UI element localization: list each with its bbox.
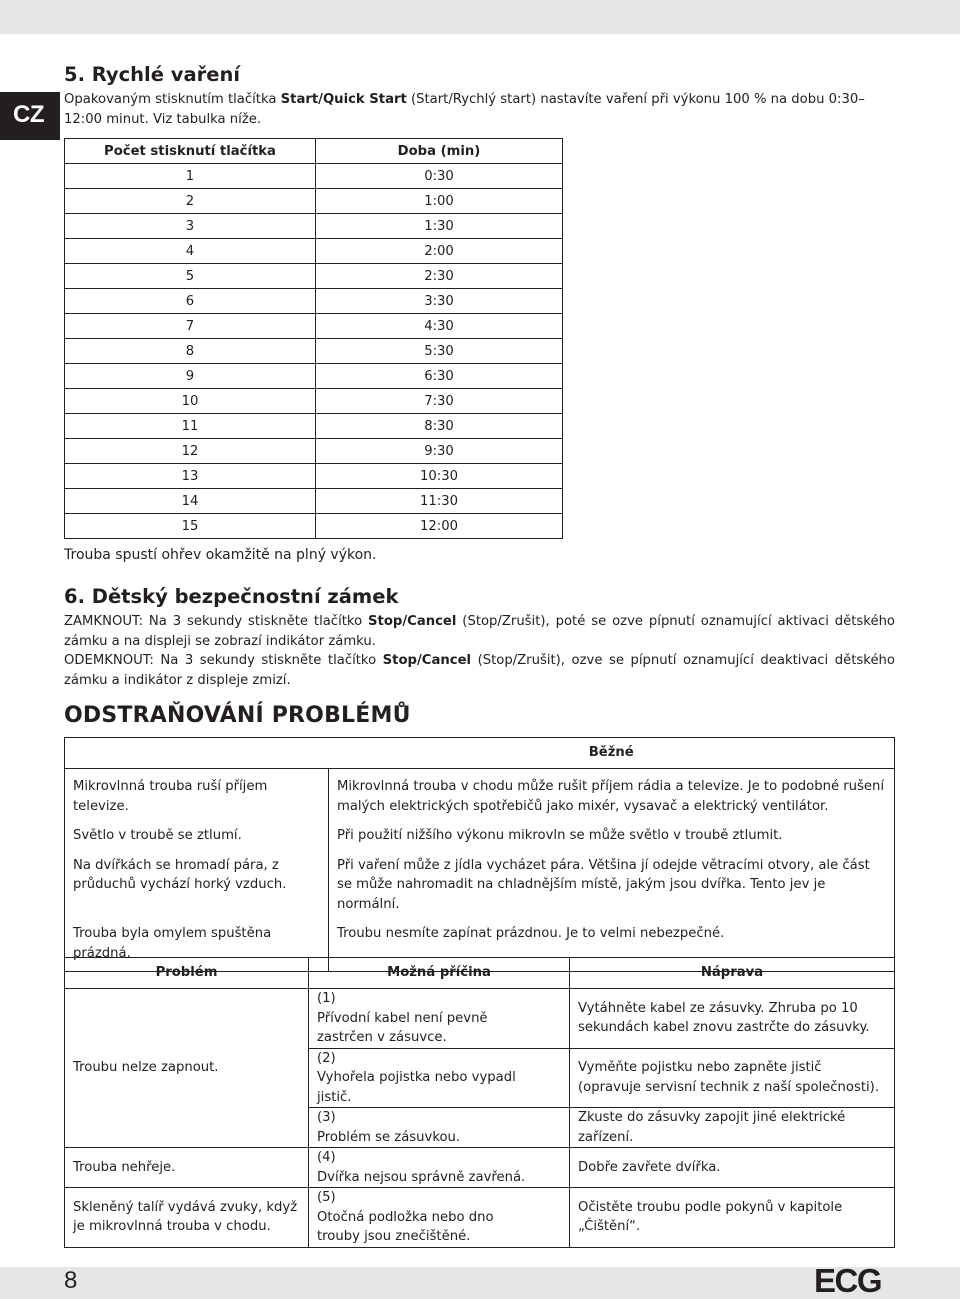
- duration-cell: 6:30: [316, 364, 563, 389]
- lock-paragraph: ZAMKNOUT: Na 3 sekundy stiskněte tlačítko Stop/Cancel (Stop/Zrušit), poté se ozve pípnutí oznamující aktivaci dětského zámku a na displeji se zobrazí indikátor zámku.: [64, 614, 895, 649]
- table-row: [65, 289, 563, 314]
- table-row: [65, 314, 563, 339]
- common-explanation: Při vaření může z jídla vycházet pára. Většina jí odejde větracími otvory, ale část se může nahromadit na chladnějším místě, jakým jsou dvířka. Tento jev je normální.: [337, 857, 870, 912]
- press-count-cell: 14: [65, 489, 316, 514]
- top-bar: [0, 0, 960, 34]
- press-count-cell: 15: [65, 514, 316, 539]
- table-row: [65, 439, 563, 464]
- fix-cell: Zkuste do zásuvky zapojit jiné elektrické zařízení.: [570, 1108, 895, 1148]
- duration-cell: 4:30: [316, 314, 563, 339]
- cause-cell: (2)Vyhořela pojistka nebo vypadl jistič.: [309, 1048, 570, 1108]
- duration-cell: 3:30: [316, 289, 563, 314]
- duration-cell: 2:30: [316, 264, 563, 289]
- press-count-cell: 9: [65, 364, 316, 389]
- table-row: [65, 769, 895, 817]
- press-count-cell: 1: [65, 164, 316, 189]
- duration-cell: 10:30: [316, 464, 563, 489]
- duration-cell: 12:00: [316, 514, 563, 539]
- problem-cell: Skleněný talíř vydává zvuky, když je mikrovlnná trouba v chodu.: [65, 1188, 309, 1248]
- brand-logo: ECG: [814, 1262, 882, 1299]
- press-count-cell: 3: [65, 214, 316, 239]
- duration-cell: 2:00: [316, 239, 563, 264]
- common-explanation: Při použití nižšího výkonu mikrovln se může světlo v troubě ztlumit.: [337, 828, 783, 843]
- table-row: [65, 189, 563, 214]
- full-power-note: Trouba spustí ohřev okamžitě na plný výkon.: [64, 547, 377, 563]
- table-header-row: [65, 738, 895, 769]
- page-number: 8: [64, 1267, 78, 1294]
- table-row: [65, 214, 563, 239]
- table-row: [65, 514, 563, 539]
- table-row: [65, 164, 563, 189]
- quick-start-table-body: [65, 164, 563, 539]
- table-row: [65, 464, 563, 489]
- fix-cell: Dobře zavřete dvířka.: [570, 1148, 895, 1188]
- language-label: CZ: [13, 101, 44, 128]
- table-row: [65, 1188, 895, 1248]
- table-row: [65, 264, 563, 289]
- duration-cell: 8:30: [316, 414, 563, 439]
- common-problem: Světlo v troubě se ztlumí.: [65, 816, 329, 846]
- table-row: [65, 489, 563, 514]
- table-row: [65, 364, 563, 389]
- problem-cell: Trouba nehřeje.: [65, 1148, 309, 1188]
- press-count-cell: 2: [65, 189, 316, 214]
- press-count-cell: 10: [65, 389, 316, 414]
- cause-cell: (4)Dvířka nejsou správně zavřená.: [309, 1148, 570, 1188]
- duration-cell: 1:30: [316, 214, 563, 239]
- duration-cell: 1:00: [316, 189, 563, 214]
- unlock-paragraph: ODEMKNOUT: Na 3 sekundy stiskněte tlačítko Stop/Cancel (Stop/Zrušit), ozve se pípnutí oznamující deaktivaci dětského zámku a indikátor z displeje zmizí.: [64, 653, 895, 688]
- table-row: [65, 1148, 895, 1188]
- column-header: Problém: [65, 958, 309, 989]
- table-row: [65, 989, 895, 1049]
- table-row: [65, 816, 895, 846]
- press-count-cell: 4: [65, 239, 316, 264]
- cause-cell: (5)Otočná podložka nebo dno trouby jsou znečištěné.: [309, 1188, 570, 1248]
- section-6-title: 6. Dětský bezpečnostní zámek: [64, 585, 399, 608]
- table-header-row: [65, 958, 895, 989]
- quick-start-table: [64, 138, 563, 539]
- fix-cell: Vytáhněte kabel ze zásuvky. Zhruba po 10 sekundách kabel znovu zastrčte do zásuvky.: [570, 989, 895, 1049]
- press-count-cell: 11: [65, 414, 316, 439]
- duration-cell: 7:30: [316, 389, 563, 414]
- table-row: [65, 339, 563, 364]
- press-count-cell: 8: [65, 339, 316, 364]
- column-header: Možná příčina: [309, 958, 570, 989]
- press-count-cell: 5: [65, 264, 316, 289]
- common-explanation: Mikrovlnná trouba v chodu může rušit příjem rádia a televize. Je to podobné rušení malých elektrických spotřebičů jako mixér, vysavač a elektrický ventilátor.: [337, 779, 885, 814]
- cause-cell: (3)Problém se zásuvkou.: [309, 1108, 570, 1148]
- press-count-cell: 6: [65, 289, 316, 314]
- common-header: Běžné: [329, 738, 895, 769]
- fix-cell: Vyměňte pojistku nebo zapněte jistič (opravuje servisní technik z naší společnosti).: [570, 1048, 895, 1108]
- duration-cell: 9:30: [316, 439, 563, 464]
- press-count-cell: 7: [65, 314, 316, 339]
- table-row: [65, 846, 895, 915]
- troubleshooting-table: [64, 957, 895, 1248]
- section-5-intro: Opakovaným stisknutím tlačítka Start/Quick Start (Start/Rychlý start) nastavíte vaření při výkonu 100 % na dobu 0:30–12:00 minut. Viz tabulka níže.: [64, 92, 865, 127]
- common-problem: Na dvířkách se hromadí pára, z průduchů vychází horký vzduch.: [65, 846, 329, 915]
- press-count-cell: 12: [65, 439, 316, 464]
- troubleshooting-title: ODSTRAŇOVÁNÍ PROBLÉMŮ: [64, 703, 411, 728]
- duration-cell: 0:30: [316, 164, 563, 189]
- column-header: Doba (min): [316, 139, 563, 164]
- common-explanation: Troubu nesmíte zapínat prázdnou. Je to velmi nebezpečné.: [337, 926, 725, 941]
- common-issues-table: [64, 737, 895, 972]
- common-problem: Trouba byla omylem spuštěna prázdná.: [65, 914, 329, 972]
- column-header: Náprava: [570, 958, 895, 989]
- language-tab: [0, 92, 60, 140]
- press-count-cell: 13: [65, 464, 316, 489]
- duration-cell: 11:30: [316, 489, 563, 514]
- section-5-title: 5. Rychlé vaření: [64, 63, 241, 86]
- cause-cell: (1)Přívodní kabel není pevně zastrčen v zásuvce.: [309, 989, 570, 1049]
- table-header-row: [65, 139, 563, 164]
- column-header: Počet stisknutí tlačítka: [65, 139, 316, 164]
- fix-cell: Očistěte troubu podle pokynů v kapitole „Čištění“.: [570, 1188, 895, 1248]
- problem-cell: Troubu nelze zapnout.: [65, 989, 309, 1148]
- common-problem: Mikrovlnná trouba ruší příjem televize.: [65, 769, 329, 817]
- table-row: [65, 414, 563, 439]
- duration-cell: 5:30: [316, 339, 563, 364]
- table-row: [65, 239, 563, 264]
- table-row: [65, 389, 563, 414]
